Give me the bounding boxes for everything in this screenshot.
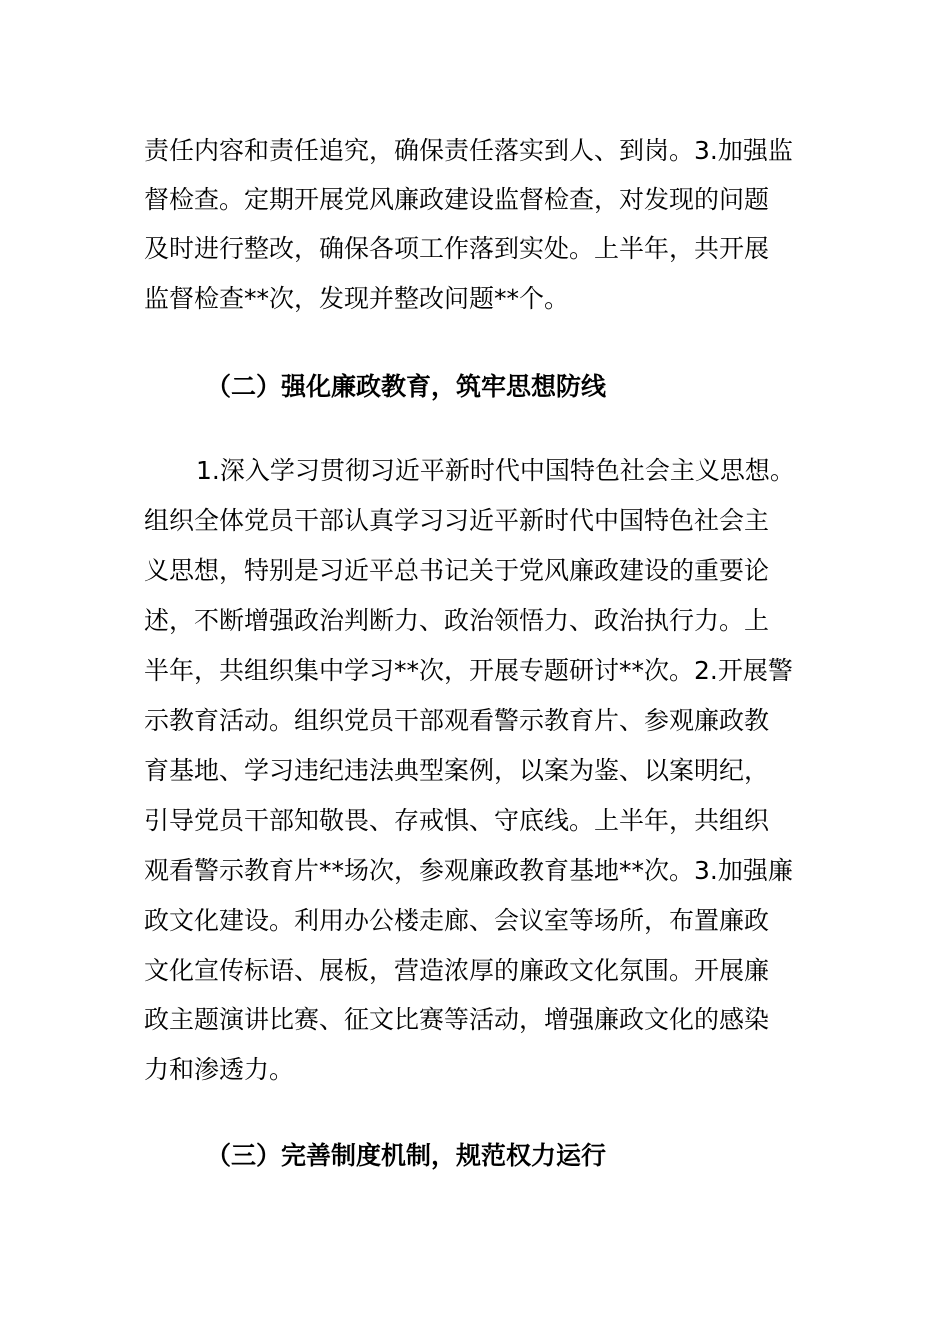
section-heading-2: （二）强化廉政教育，筑牢思想防线 xyxy=(206,372,607,401)
paragraph-line: 观看警示教育片**场次，参观廉政教育基地**次。3.加强廉 xyxy=(144,856,793,885)
section-heading-3: （三）完善制度机制，规范权力运行 xyxy=(206,1141,607,1170)
paragraph-line: 监督检查**次，发现并整改问题**个。 xyxy=(144,284,570,313)
paragraph-line: 1.深入学习贯彻习近平新时代中国特色社会主义思想。 xyxy=(196,456,795,485)
paragraph-line: 义思想，特别是习近平总书记关于党风廉政建设的重要论 xyxy=(144,556,770,585)
paragraph-line: 组织全体党员干部认真学习习近平新时代中国特色社会主 xyxy=(144,506,770,535)
paragraph-line: 示教育活动。组织党员干部观看警示教育片、参观廉政教 xyxy=(144,706,770,735)
paragraph-line: 述，不断增强政治判断力、政治领悟力、政治执行力。上 xyxy=(144,606,770,635)
paragraph-line: 及时进行整改，确保各项工作落到实处。上半年，共开展 xyxy=(144,234,770,263)
paragraph-line: 力和渗透力。 xyxy=(144,1055,295,1084)
paragraph-line: 督检查。定期开展党风廉政建设监督检查，对发现的问题 xyxy=(144,185,770,214)
paragraph-line: 半年，共组织集中学习**次，开展专题研讨**次。2.开展警 xyxy=(144,656,793,685)
paragraph-line: 政主题演讲比赛、征文比赛等活动，增强廉政文化的感染 xyxy=(144,1005,770,1034)
paragraph-line: 政文化建设。利用办公楼走廊、会议室等场所，布置廉政 xyxy=(144,906,770,935)
paragraph-line: 育基地、学习违纪违法典型案例，以案为鉴、以案明纪， xyxy=(144,756,770,785)
paragraph-line: 文化宣传标语、展板，营造浓厚的廉政文化氛围。开展廉 xyxy=(144,956,770,985)
paragraph-line: 引导党员干部知敬畏、存戒惧、守底线。上半年，共组织 xyxy=(144,806,770,835)
paragraph-line: 责任内容和责任追究，确保责任落实到人、到岗。3.加强监 xyxy=(144,136,793,165)
